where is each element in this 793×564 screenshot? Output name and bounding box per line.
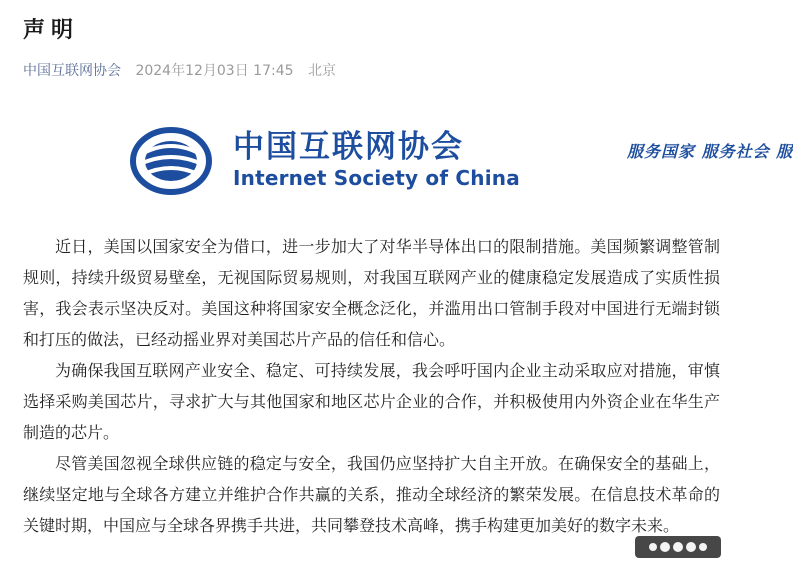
banner-name-en: Internet Society of China bbox=[233, 166, 520, 190]
article-body bbox=[23, 231, 720, 541]
dot-icon bbox=[673, 542, 683, 552]
article-title: 声明 bbox=[23, 18, 80, 43]
dot-icon bbox=[649, 543, 657, 551]
paragraph-3: 尽管美国忽视全球供应链的稳定与安全，我国仍应坚持扩大自主开放。在确保安全的基础上，继续坚定地与全球各方建立并维护合作共赢的关系，推动全球经济的繁荣发展。在信息技术革命的关键时期，中国应与全球各界携手共进，共同攀登技术高峰，携手构建更加美好的数字未来。 bbox=[23, 454, 720, 535]
dot-icon bbox=[686, 542, 696, 552]
publish-time: 2024年12月03日 17:45 bbox=[135, 63, 294, 79]
dot-icon bbox=[699, 543, 707, 551]
dot-icon bbox=[660, 542, 670, 552]
paragraph-2: 为确保我国互联网产业安全、稳定、可持续发展，我会呼吁国内企业主动采取应对措施，审慎选择采购美国芯片，寻求扩大与其他国家和地区芯片企业的合作，并积极使用内外资企业在华生产制造的芯片。 bbox=[23, 361, 720, 442]
paragraph-1: 近日，美国以国家安全为借口，进一步加大了对华半导体出口的限制措施。美国频繁调整管制规则，持续升级贸易壁垒，无视国际贸易规则，对我国互联网产业的健康稳定发展造成了实质性损害，我会表示坚决反对。美国这种将国家安全概念泛化，并滥用出口管制手段对中国进行无端封锁和打压的做法，已经动摇业界对美国芯片产品的信任和信心。 bbox=[23, 237, 720, 349]
banner-name-cn: 中国互联网协会 bbox=[233, 129, 464, 165]
account-name-link[interactable]: 中国互联网协会 bbox=[23, 63, 121, 79]
article-meta bbox=[23, 61, 336, 81]
isc-logo-icon bbox=[130, 125, 212, 197]
banner-image bbox=[23, 113, 793, 209]
more-images-badge[interactable] bbox=[635, 536, 721, 558]
publish-location: 北京 bbox=[307, 63, 336, 79]
banner-slogan: 服务国家 服务社会 服 bbox=[627, 142, 793, 161]
